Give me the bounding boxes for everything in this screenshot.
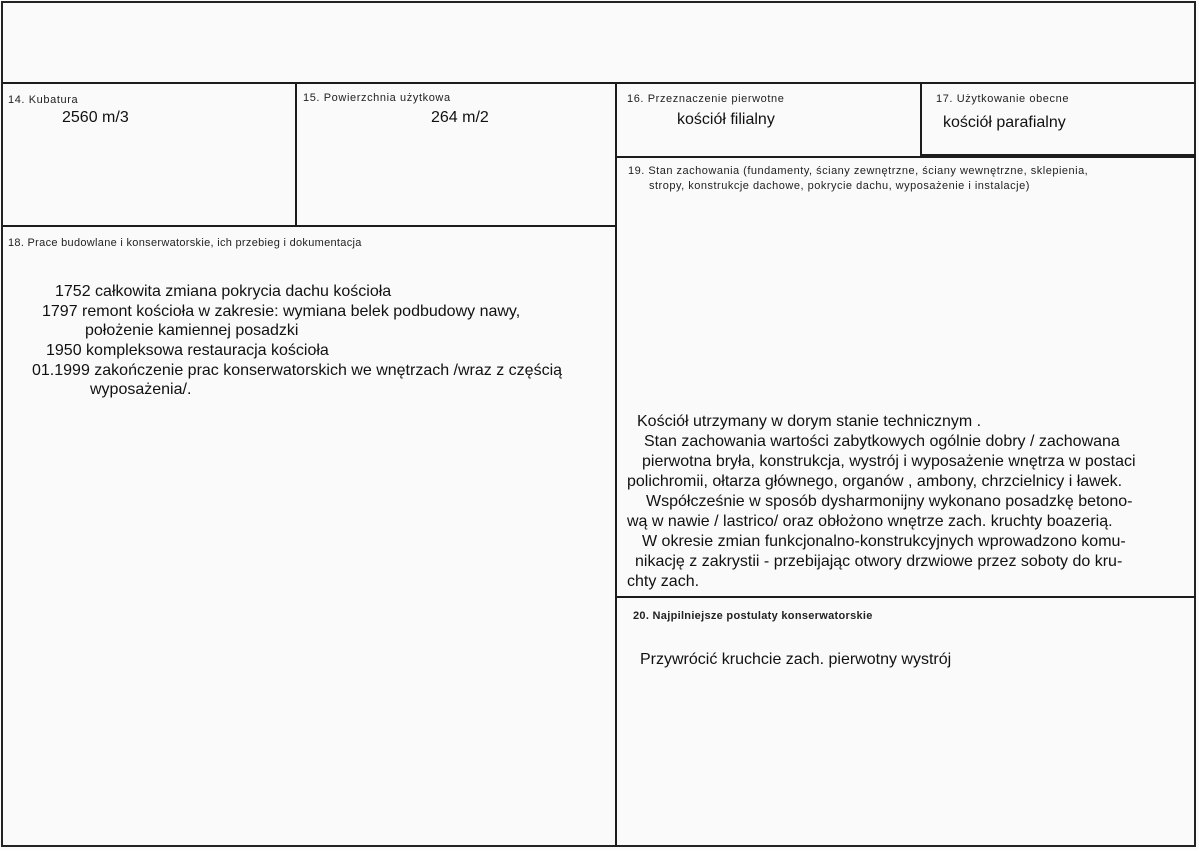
stan-line: Stan zachowania wartości zabytkowych ogólnie dobry / zachowana [644, 433, 1120, 450]
postulaty-label: 20. Najpilniejsze postulaty konserwatorskie [633, 610, 873, 622]
powierzchnia-label: 15. Powierzchnia użytkowa [303, 92, 451, 104]
kubatura-value: 2560 m/3 [62, 109, 129, 126]
stan-line: W okresie zmian funkcjonalno-konstrukcyjnych wprowadzono komu- [642, 533, 1126, 550]
stan-line: pierwotna bryła, konstrukcja, wystrój i wyposażenie wnętrza w postaci [642, 453, 1136, 470]
uzytkowanie-label: 17. Użytkowanie obecne [936, 93, 1070, 105]
prace-line: 1797 remont kościoła w zakresie: wymiana belek podbudowy nawy, [42, 303, 521, 320]
rule-f18-top [3, 225, 617, 227]
uzytkowanie-value: kościół parafialny [943, 114, 1066, 131]
stan-line: nikację z zakrystii - przebijając otwory drzwiowe przez soboty do kru- [635, 553, 1123, 570]
powierzchnia-value: 264 m/2 [431, 109, 489, 126]
prace-line: położenie kamiennej posadzki [85, 322, 299, 339]
prace-label: 18. Prace budowlane i konserwatorskie, ich przebieg i dokumentacja [8, 237, 362, 249]
rule-f16-f17 [920, 83, 922, 156]
prace-line: wyposażenia/. [90, 381, 192, 398]
rule-f20-top [616, 596, 1196, 598]
rule-left-right-column [615, 83, 617, 847]
przeznaczenie-label: 16. Przeznaczenie pierwotne [627, 93, 785, 105]
prace-line: 1950 kompleksowa restauracja kościoła [46, 342, 329, 359]
stan-line: wą w nawie / lastrico/ oraz obłożono wnętrze zach. kruchty boazerią. [627, 513, 1113, 530]
stan-label-cont: stropy, konstrukcje dachowe, pokrycie dachu, wyposażenie i instalacje) [649, 180, 1030, 192]
prace-line: 1752 całkowita zmiana pokrycia dachu kościoła [55, 283, 392, 300]
przeznaczenie-value: kościół filialny [677, 111, 775, 128]
stan-line: Kościół utrzymany w dorym stanie technicznym . [637, 413, 982, 430]
rule-f19-top [616, 156, 1196, 158]
stan-label: 19. Stan zachowania (fundamenty, ściany zewnętrzne, ściany wewnętrzne, sklepienia, [628, 165, 1089, 177]
rule-top-fields [3, 82, 1196, 84]
rule-f14-f15 [295, 83, 297, 226]
prace-line: 01.1999 zakończenie prac konserwatorskich we wnętrzach /wraz z częścią [32, 362, 563, 379]
stan-line: chty zach. [627, 573, 700, 590]
stan-line: polichromii, ołtarza głównego, organów , ambony, chrzcielnicy i ławek. [627, 473, 1123, 490]
stan-line: Współcześnie w sposób dysharmonijny wykonano posadzkę betono- [646, 493, 1133, 510]
postulaty-value: Przywrócić kruchcie zach. pierwotny wystrój [640, 651, 952, 668]
kubatura-label: 14. Kubatura [8, 94, 79, 106]
